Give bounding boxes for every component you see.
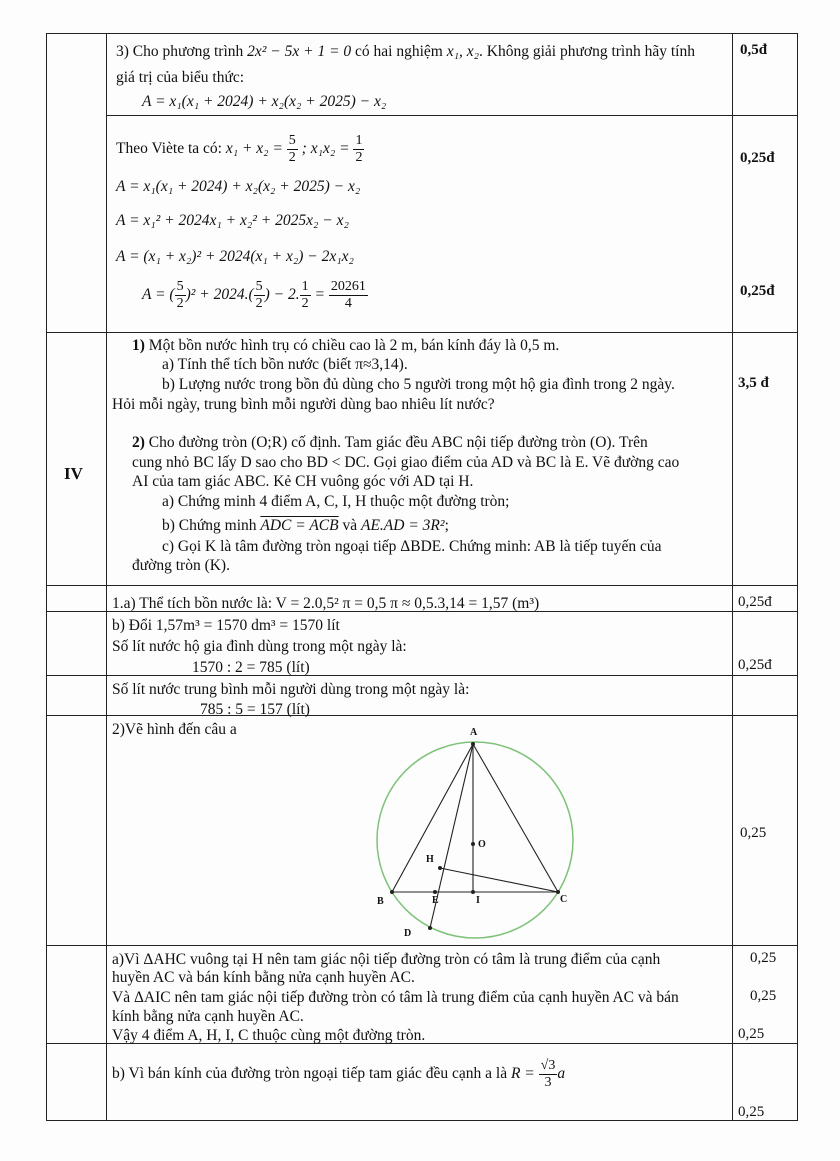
q4-p2-a: a) Chứng minh 4 điểm A, C, I, H thuộc một đường tròn; xyxy=(162,493,510,510)
q4-p1-b2: Hỏi mỗi ngày, trung bình mỗi người dùng bao nhiêu lít nước? xyxy=(112,396,495,413)
frac-den: 2 xyxy=(176,296,184,311)
q4-p1-b: b) Lượng nước trong bồn đủ dùng cho 5 người trong một hộ gia đình trong 2 ngày. xyxy=(162,376,675,393)
step4-part-c: ) − 2. xyxy=(264,286,300,304)
q4-p2-text-3: AI của tam giác ABC. Kẻ CH vuông góc với AD tại H. xyxy=(132,473,474,490)
q4-p1-line xyxy=(132,336,559,355)
viete-prod-lhs: ; x₁x₂ = xyxy=(301,140,350,158)
row-line xyxy=(46,715,798,716)
s2a-line3: Và ΔAIC nên tam giác nội tiếp đường tròn có tâm là trung điểm của cạnh huyền AC và bán xyxy=(112,989,679,1006)
s2a-score-3: 0,25 xyxy=(738,1026,765,1042)
point-e xyxy=(433,890,437,894)
q3-roots: x₁, x₂ xyxy=(446,43,480,60)
table-col-divider-1 xyxy=(106,33,107,1121)
q4-p2-text-1: Cho đường tròn (O;R) cố định. Tam giác đều ABC nội tiếp đường tròn (O). Trên xyxy=(148,434,648,451)
point-a xyxy=(471,742,475,746)
row-line-top xyxy=(46,33,798,34)
label-e: E xyxy=(432,895,439,906)
section-label: IV xyxy=(64,464,83,483)
q4-p2-c: c) Gọi K là tâm đường tròn ngoại tiếp ΔBDE. Chứng minh: AB là tiếp tuyến của xyxy=(162,538,662,555)
frac-num: √3 xyxy=(540,1058,556,1073)
step4-frac-2 xyxy=(254,279,265,312)
label-d: D xyxy=(404,928,412,939)
q3-equation: 2x² − 5x + 1 = 0 xyxy=(247,43,352,60)
s2-score: 0,25 xyxy=(740,825,767,841)
s2-title: 2)Vẽ hình đến câu a xyxy=(112,721,237,738)
s1c-line2: 785 : 5 = 157 (lít) xyxy=(200,701,310,718)
circle-o xyxy=(377,742,573,938)
row-line xyxy=(46,585,798,586)
q3-text-mid: có hai nghiệm xyxy=(351,43,447,60)
row-line xyxy=(106,115,798,116)
q4-p2-b-product-eq: AE.AD = 3R² xyxy=(361,517,445,534)
frac-num: 5 xyxy=(176,279,184,294)
viete-line xyxy=(116,133,364,166)
point-b xyxy=(390,890,394,894)
q4-p2-b-post: ; xyxy=(444,517,449,534)
row-line xyxy=(46,675,798,676)
s2a-line2: huyền AC và bán kính bằng nửa cạnh huyền AC. xyxy=(112,969,415,986)
geometry-figure xyxy=(360,720,600,945)
q4-p1-a: a) Tính thể tích bồn nước (biết π≈3,14). xyxy=(162,356,408,373)
step4-part-b: )² + 2024.( xyxy=(185,286,254,304)
frac-num: 1 xyxy=(301,279,309,294)
s2b-text: b) Vì bán kính của đường tròn ngoại tiếp tam giác đều cạnh a là xyxy=(112,1065,511,1083)
q4-p1-text: Một bồn nước hình trụ có chiều cao là 2 m, bán kính đáy là 0,5 m. xyxy=(148,337,560,354)
q4-p2-b xyxy=(162,516,449,535)
s2a-line4: kính bằng nửa cạnh huyền AC. xyxy=(112,1008,304,1025)
row-line xyxy=(46,332,798,333)
viete-sum-lhs: x₁ + x₂ = xyxy=(225,140,283,158)
q4-p2-b-mid: và xyxy=(338,517,361,534)
q3-score: 0,5đ xyxy=(740,42,768,58)
solution-step-2: A = x₁² + 2024x₁ + x₂² + 2025x₂ − x₂ xyxy=(116,212,349,229)
q3-text-pre: 3) Cho phương trình xyxy=(116,43,248,60)
s2b-r-fraction xyxy=(539,1058,558,1091)
solution-step-3: A = (x₁ + x₂)² + 2024(x₁ + x₂) − 2x₁x₂ xyxy=(116,248,354,265)
s1b-line3: 1570 : 2 = 785 (lít) xyxy=(192,659,310,676)
label-b: B xyxy=(377,896,384,907)
q4-p2-title: 2) xyxy=(132,434,149,451)
side-ac xyxy=(473,744,558,892)
table-col-divider-2 xyxy=(732,33,733,1121)
q3-text-post: . Không giải phương trình hãy tính xyxy=(479,43,695,60)
s2a-score-1: 0,25 xyxy=(750,950,777,966)
solution-step-1: A = x₁(x₁ + 2024) + x₂(x₂ + 2025) − x₂ xyxy=(116,178,361,195)
frac-den: 2 xyxy=(301,296,309,311)
frac-num: 5 xyxy=(288,133,296,148)
viete-label: Theo Viète ta có: xyxy=(116,140,226,158)
step4-part-d: = xyxy=(310,286,325,304)
sol3-score-2: 0,25đ xyxy=(740,283,775,299)
segment-ch xyxy=(440,868,558,892)
frac-den: 3 xyxy=(544,1075,552,1090)
row-line-bottom xyxy=(46,1120,798,1121)
s1a-score: 0,25đ xyxy=(738,594,772,610)
q4-p1-title: 1) xyxy=(132,337,149,354)
label-o: O xyxy=(478,839,486,850)
table-border-left xyxy=(46,33,47,1121)
s1b-score: 0,25đ xyxy=(738,657,772,673)
s2b-line xyxy=(112,1058,565,1091)
s2a-line5: Vậy 4 điểm A, H, I, C thuộc cùng một đường tròn. xyxy=(112,1027,426,1044)
step4-frac-3 xyxy=(300,279,311,312)
viete-sum-fraction xyxy=(287,133,298,166)
s1c-line1: Số lít nước trung bình mỗi người dùng trong một ngày là: xyxy=(112,681,470,698)
frac-den: 2 xyxy=(288,150,296,165)
step4-result-fraction xyxy=(329,279,368,312)
step4-frac-1 xyxy=(175,279,186,312)
frac-num: 20261 xyxy=(330,279,366,294)
label-i: I xyxy=(476,895,480,906)
point-i xyxy=(471,890,475,894)
s1b-line1: b) Đổi 1,57m³ = 1570 dm³ = 1570 lít xyxy=(112,617,340,634)
step4-part-a: A = ( xyxy=(142,286,175,304)
s2a-score-2: 0,25 xyxy=(750,988,777,1004)
q3-expression: A = x₁(x₁ + 2024) + x₂(x₂ + 2025) − x₂ xyxy=(142,93,387,110)
label-a: A xyxy=(470,727,478,738)
point-h xyxy=(438,866,442,870)
side-ab xyxy=(392,744,473,892)
row-line xyxy=(46,945,798,946)
q4-p2-b-arc-eq: ADC = ACB xyxy=(260,517,339,534)
frac-num: 1 xyxy=(355,133,363,148)
point-o xyxy=(471,842,475,846)
q4-p2-text-2: cung nhỏ BC lấy D sao cho BD < DC. Gọi giao điểm của AD và BC là E. Vẽ đường cao xyxy=(132,454,680,471)
s2b-r-lhs: R = xyxy=(510,1065,535,1083)
sol3-score-1: 0,25đ xyxy=(740,150,775,166)
viete-prod-fraction xyxy=(353,133,364,166)
s2b-score: 0,25 xyxy=(738,1104,765,1120)
s1a-text: 1.a) Thể tích bồn nước là: V = 2.0,5² π = 0,5 π ≈ 0,5.3,14 = 1,57 (m³) xyxy=(112,595,540,612)
solution-3 xyxy=(116,125,731,325)
s2a-line1: a)Vì ΔAHC vuông tại H nên tam giác nội tiếp đường tròn có tâm là trung điểm của cạnh xyxy=(112,951,661,968)
frac-num: 5 xyxy=(255,279,263,294)
table-border-right xyxy=(797,33,798,1121)
q4-score: 3,5 đ xyxy=(738,375,769,391)
frac-den: 4 xyxy=(344,296,352,311)
s2b-r-var: a xyxy=(557,1065,566,1083)
label-c: C xyxy=(560,894,568,905)
q3-line1 xyxy=(116,42,695,61)
frac-den: 2 xyxy=(355,150,363,165)
label-h: H xyxy=(426,854,434,865)
solution-step-4 xyxy=(142,279,368,312)
q4-p2-line1 xyxy=(132,433,648,452)
point-d xyxy=(428,926,432,930)
q4-p2-b-pre: b) Chứng minh xyxy=(162,517,261,534)
s1b-line2: Số lít nước hộ gia đình dùng trong một ngày là: xyxy=(112,638,407,655)
frac-den: 2 xyxy=(255,296,263,311)
q4-p2-c2: đường tròn (K). xyxy=(132,557,230,574)
q3-line2: giá trị của biểu thức: xyxy=(116,69,245,86)
